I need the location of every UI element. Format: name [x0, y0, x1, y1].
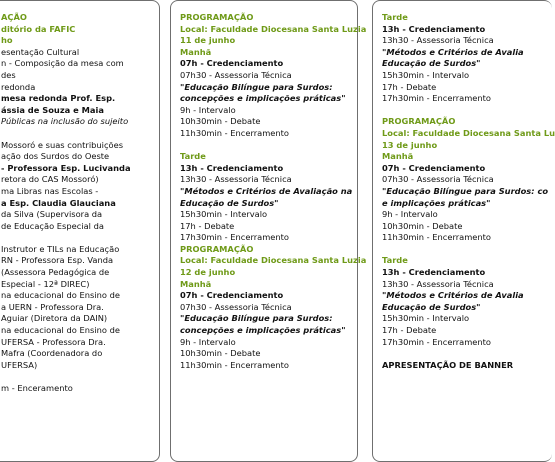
section-heading: Tarde	[382, 255, 408, 266]
section-heading: PROGRAMAÇÃO	[180, 243, 254, 254]
program-line: 07h30 - Assessoria Técnica	[180, 69, 292, 80]
section-heading: 13 de junho	[382, 139, 438, 150]
program-line: Educação de Surdos"	[382, 58, 481, 69]
program-line: Mossoró e suas contribuições	[1, 139, 124, 150]
program-line: 07h - Credenciamento	[382, 162, 486, 173]
program-line: Públicas na inclusão do sujeito	[1, 116, 129, 127]
program-line: concepções e implicações práticas"	[180, 93, 346, 104]
program-line: 13h - Credenciamento	[382, 267, 486, 278]
program-line: na educacional do Ensino de	[1, 325, 120, 336]
program-line: 17h30min - Encerramento	[382, 93, 491, 104]
program-line: "Métodos e Critérios de Avaliação na	[180, 185, 353, 196]
section-heading: Local: Faculdade Diocesana Santa Luzia	[180, 255, 367, 266]
program-line: redonda	[1, 81, 36, 92]
program-line: 07h30 - Assessoria Técnica	[382, 174, 494, 185]
section-heading: PROGRAMAÇÃO	[180, 12, 254, 22]
program-line: retora do CAS Mossoró)	[1, 174, 99, 185]
section-heading: 12 de junho	[180, 267, 236, 278]
program-line: na educacional do Ensino de	[1, 290, 120, 301]
program-line: 11h30min - Encerramento	[180, 127, 289, 138]
program-line: 9h - Intervalo	[382, 209, 438, 220]
program-line: 13h30 - Assessoria Técnica	[180, 174, 292, 185]
program-panel-middle	[170, 0, 367, 462]
program-line: 15h30min - Intervalo	[382, 69, 470, 80]
spacer	[382, 348, 546, 360]
program-line: da Silva (Supervisora da	[1, 209, 103, 220]
program-line: Educação de Surdos"	[180, 197, 279, 208]
program-line: Aguiar (Diretora da DAIN)	[1, 313, 108, 324]
spacer	[1, 232, 157, 244]
program-line: 13h30 - Assessoria Técnica	[382, 278, 494, 289]
program-line: 10h30min - Debate	[382, 220, 463, 231]
program-line: "Educação Bilíngue para Surdos: co	[382, 185, 549, 196]
spacer	[382, 244, 546, 256]
program-line: 17h - Debate	[382, 81, 437, 92]
program-line: Mafra (Coordenadora do	[1, 348, 103, 359]
program-line: RN - Professora Esp. Vanda	[1, 255, 114, 266]
program-line: (Assessora Pedagógica de	[1, 267, 110, 278]
program-line: 17h - Debate	[382, 325, 437, 336]
program-line: 07h30 - Assessoria Técnica	[180, 301, 292, 312]
program-line: 13h30 - Assessoria Técnica	[382, 35, 494, 46]
program-line: APRESENTAÇÃO DE BANNER	[382, 359, 514, 370]
program-line: mesa redonda Prof. Esp.	[1, 93, 116, 104]
program-line: 17h - Debate	[180, 220, 235, 231]
program-line: "Métodos e Critérios de Avalia	[382, 290, 524, 301]
spacer	[180, 140, 351, 152]
program-line: - Professora Esp. Lucivanda	[1, 162, 131, 173]
program-line: de Educação Especial da	[1, 220, 104, 231]
spacer	[1, 128, 157, 140]
program-line: n - Composição da mesa com	[1, 58, 124, 69]
program-line: Educação de Surdos"	[382, 301, 481, 312]
program-line: 07h - Credenciamento	[180, 290, 284, 301]
program-line: ássia de Souza e Maia	[1, 104, 104, 115]
program-line: ma Libras nas Escolas -	[1, 185, 99, 196]
program-line: 11h30min - Encerramento	[180, 359, 289, 370]
program-line: 10h30min - Debate	[180, 348, 261, 359]
program-line: 9h - Intervalo	[180, 336, 236, 347]
program-line: e implicações práticas"	[382, 197, 491, 208]
spacer	[1, 371, 157, 383]
section-heading: Tarde	[180, 151, 206, 162]
section-heading: Manhã	[382, 151, 414, 162]
section-heading: Tarde	[382, 12, 408, 22]
program-line: a UERN - Professora Dra.	[1, 301, 104, 312]
program-line: 17h30min - Encerramento	[382, 336, 491, 347]
program-panel-left	[0, 0, 160, 462]
section-heading: ho	[1, 35, 13, 46]
program-line: UFERSA)	[1, 359, 38, 370]
program-line: des	[1, 69, 16, 80]
section-heading: AÇÃO	[1, 12, 27, 22]
section-heading: Local: Faculdade Diocesana Santa Luzia	[180, 23, 367, 34]
program-line: concepções e implicações práticas"	[180, 325, 346, 336]
program-line: 07h - Credenciamento	[180, 58, 284, 69]
program-line: Especial - 12ª DIREC)	[1, 278, 90, 289]
program-line: 9h - Intervalo	[180, 104, 236, 115]
program-line: 17h30min - Encerramento	[180, 232, 289, 243]
program-line: 13h - Credenciamento	[180, 162, 284, 173]
panel-middle-lines	[171, 1, 367, 371]
program-line: UFERSA - Professora Dra.	[1, 336, 106, 347]
program-line: m - Enceramento	[1, 383, 73, 393]
program-line: 13h - Credenciamento	[382, 23, 486, 34]
section-heading: Manhã	[180, 46, 212, 57]
program-line: esentação Cultural	[1, 46, 80, 57]
program-line: "Educação Bilíngue para Surdos:	[180, 313, 333, 324]
section-heading: PROGRAMAÇÃO	[382, 116, 456, 127]
program-line: 15h30min - Intervalo	[382, 313, 470, 324]
program-line: 15h30min - Intervalo	[180, 209, 268, 220]
program-line: Instrutor e TILs na Educação	[1, 243, 120, 254]
panel-right-lines	[373, 1, 555, 371]
program-line: 11h30min - Encerramento	[382, 232, 491, 243]
program-line: a Esp. Claudia Glauciana	[1, 197, 116, 208]
panel-left-lines	[0, 1, 159, 395]
section-heading: Manhã	[180, 278, 212, 289]
section-heading: 11 de junho	[180, 35, 236, 46]
section-heading: ditório da FAFIC	[1, 23, 76, 34]
program-line: 10h30min - Debate	[180, 116, 261, 127]
program-line: "Educação Bilíngue para Surdos:	[180, 81, 333, 92]
section-heading: Local: Faculdade Diocesana Santa Lu	[382, 127, 555, 138]
program-panel-right	[372, 0, 555, 462]
spacer	[382, 105, 546, 117]
program-line: ação dos Surdos do Oeste	[1, 151, 110, 162]
program-line: "Métodos e Critérios de Avalia	[382, 46, 524, 57]
